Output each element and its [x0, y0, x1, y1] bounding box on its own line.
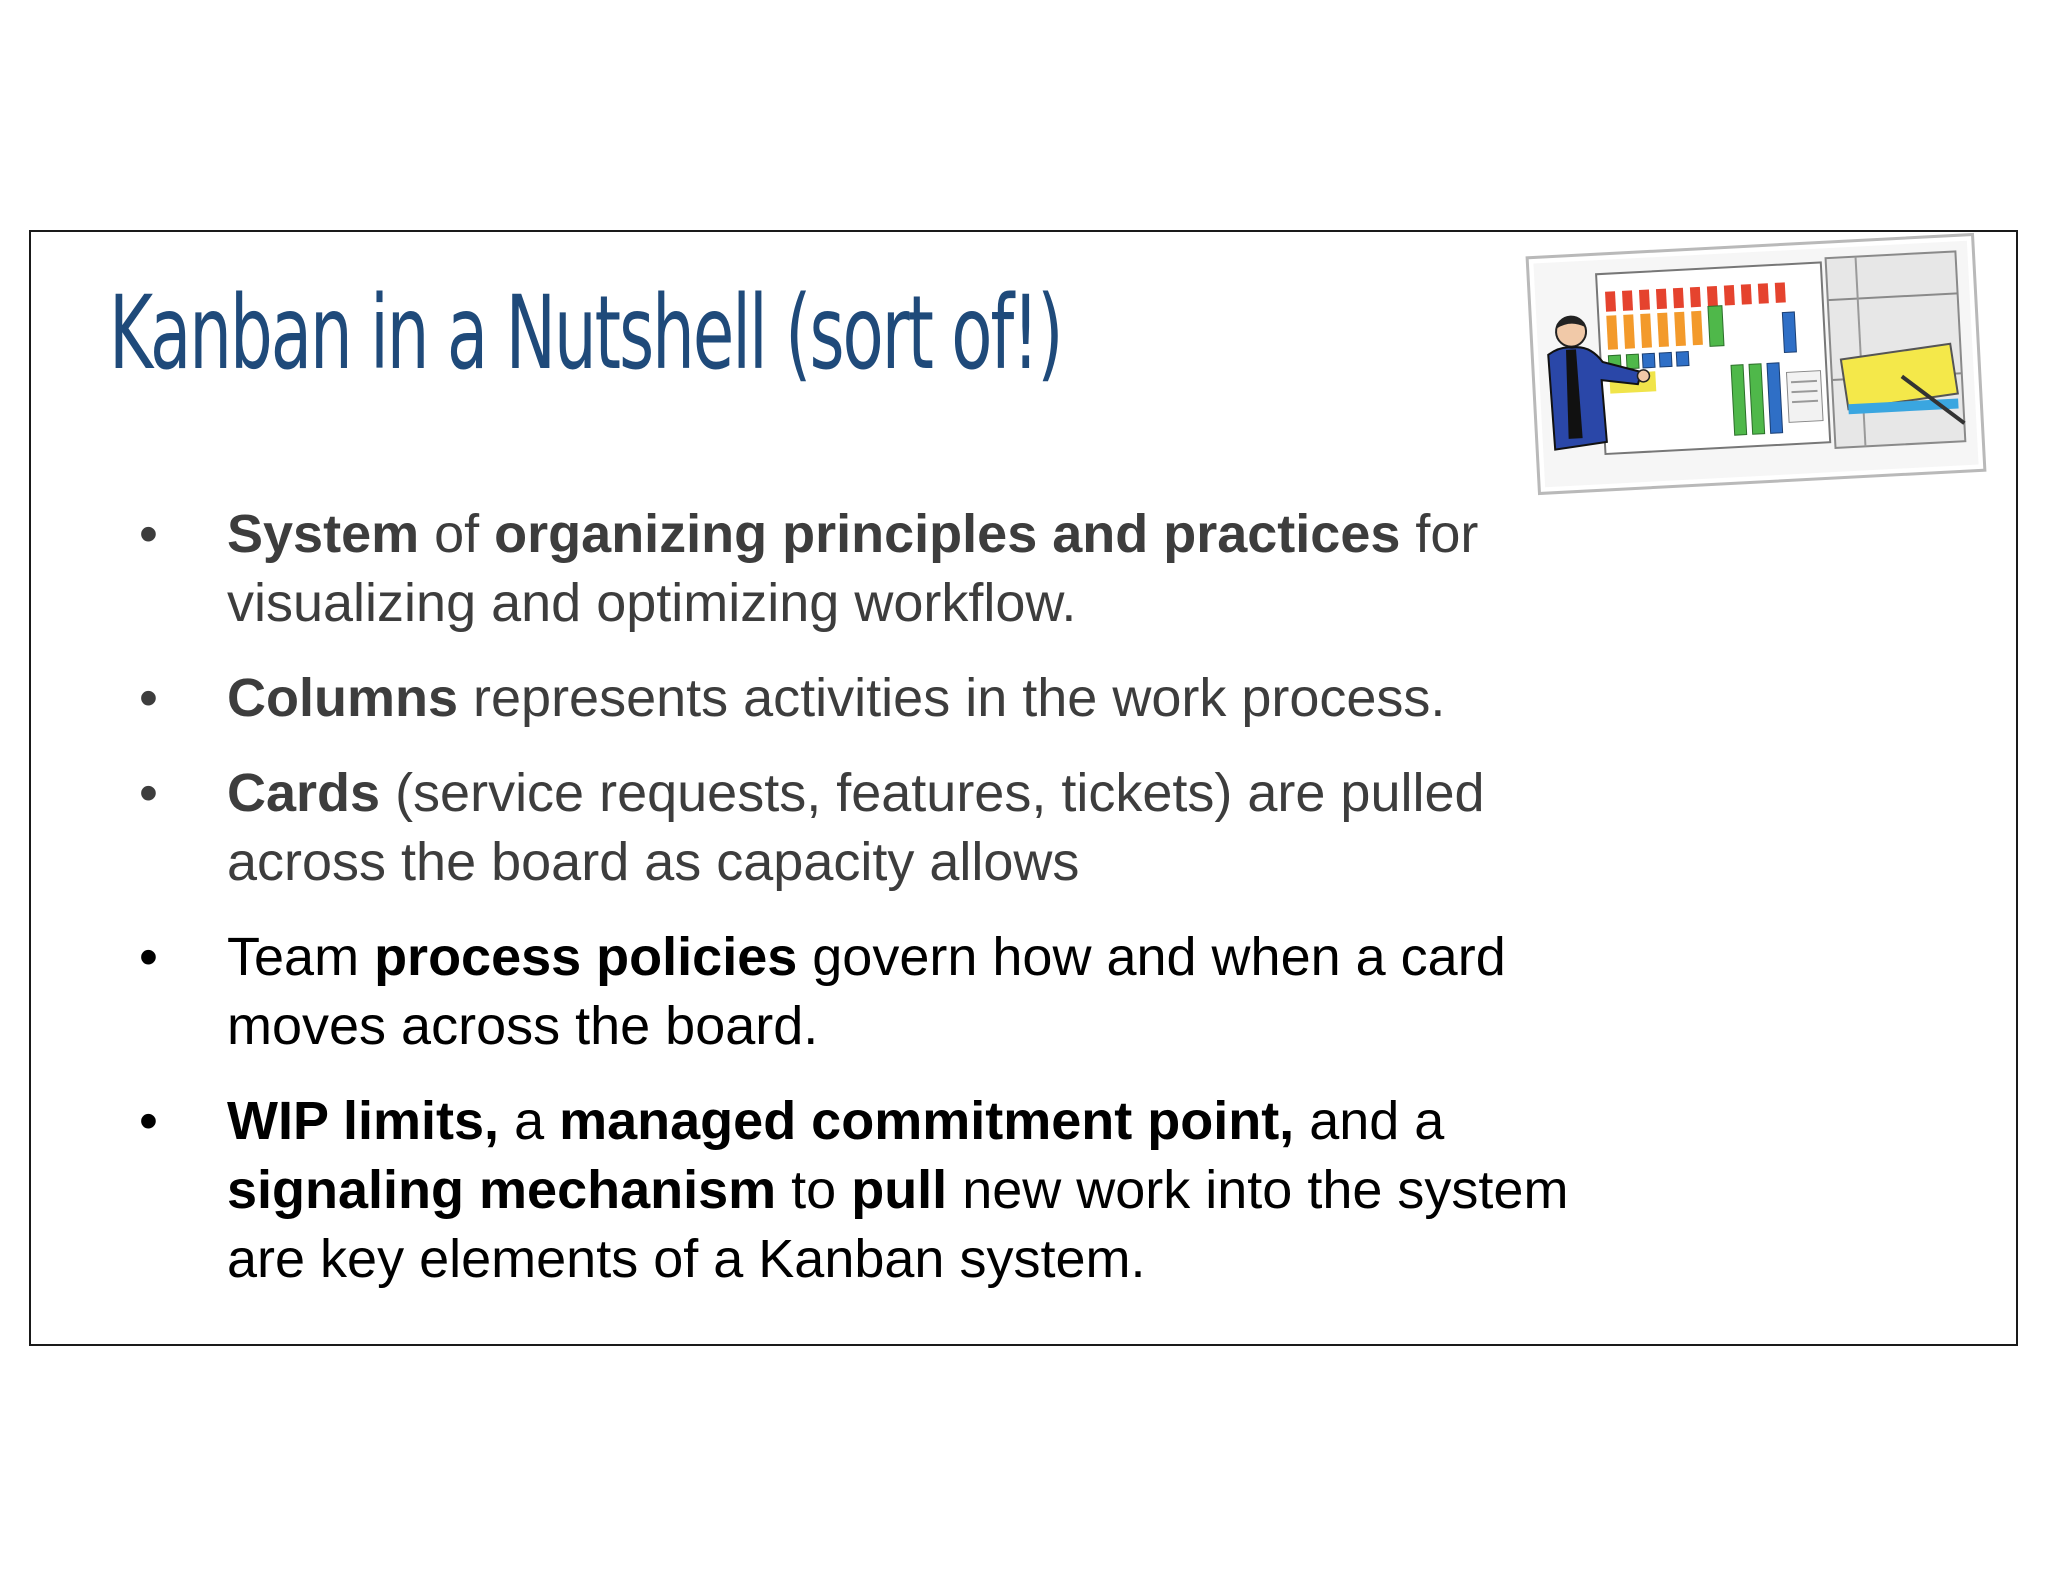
bullet-list [139, 500, 1639, 1320]
bullet-text-bold: organizing principles and practices [494, 504, 1401, 564]
bullet-item [139, 759, 1639, 897]
bullet-text: a [499, 1091, 560, 1151]
bullet-marker: • [139, 1091, 158, 1151]
bullet-text-bold: System [227, 504, 420, 564]
bullet-text-bold: WIP limits, [227, 1091, 500, 1151]
bullet-text: of [419, 504, 495, 564]
bullet-item [139, 500, 1639, 638]
bullet-text: represents activities in the work process. [458, 668, 1446, 728]
bullet-text: to [776, 1160, 852, 1220]
bullet-text-bold: Columns [227, 668, 459, 728]
bullet-text: Team [227, 927, 375, 987]
bullet-marker: • [139, 504, 158, 564]
slide [29, 230, 2018, 1346]
bullet-text: govern how and when a card moves across the board. [227, 927, 1506, 1056]
bullet-marker: • [139, 668, 158, 728]
bullet-item [139, 1087, 1639, 1294]
slide-title: Kanban in a Nutshell (sort of!) [109, 274, 1062, 393]
bullet-text-bold: signaling mechanism [227, 1160, 777, 1220]
bullet-text: (service requests, features, tickets) are pulled across the board as capacity allows [227, 763, 1485, 892]
bullet-text: and a [1294, 1091, 1445, 1151]
bullet-item [139, 923, 1639, 1061]
bullet-text-bold: managed commitment point, [559, 1091, 1295, 1151]
kanban-board-person-illustration [1525, 232, 1987, 495]
bullet-marker: • [139, 927, 158, 987]
bullet-text: for visualizing and optimizing workflow. [227, 504, 1479, 633]
bullet-text: new work into the system are key elements of a Kanban system. [227, 1160, 1569, 1289]
bullet-text-bold: process policies [374, 927, 798, 987]
bullet-text-bold: Cards [227, 763, 381, 823]
bullet-text-bold: pull [851, 1160, 948, 1220]
bullet-marker: • [139, 763, 158, 823]
bullet-item [139, 664, 1639, 733]
